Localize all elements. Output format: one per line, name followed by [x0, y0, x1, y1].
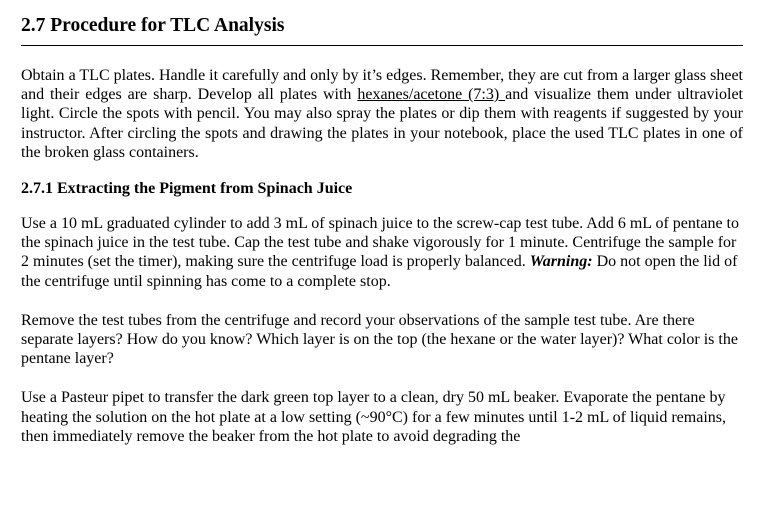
solvent-ratio-underlined: hexanes/acetone (7:3): [357, 86, 506, 104]
warning-label: Warning:: [529, 253, 593, 271]
paragraph-evaporation: Use a Pasteur pipet to transfer the dark green top layer to a clean, dry 50 mL beaker. Evaporate the pentane by heating the solution on the hot plate at a low setting (~90°C) for a few minutes until 1-2 mL of liquid remains, then immediately remove the beaker from the hot plate to avoid degrading the: [21, 389, 726, 445]
subsection-heading: 2.7.1 Extracting the Pigment from Spinach Juice: [21, 180, 353, 198]
section-heading: 2.7 Procedure for TLC Analysis: [21, 15, 285, 36]
paragraph-text: and visualize them under ultraviolet light. Circle the spots with pencil. You may also spray the plates or dip them with reagents if suggested by your instructor. After circling the spots and drawing the plates in your notebook, place the used TLC plates in one of the broken glass containers.: [21, 86, 743, 161]
paragraph-text: Do not open the lid of the centrifuge until spinning has come to a complete stop.: [21, 253, 738, 290]
paragraph-text: Obtain a TLC plates. Handle it carefully and only by it’s edges. Remember, they are cut from a larger glass sheet and their edges are sharp. Develop all plates with: [21, 67, 743, 104]
paragraph-observations: Remove the test tubes from the centrifuge and record your observations of the sample test tube. Are there separate layers? How do you know? Which layer is on the top (the hexane or the water layer)? What color is the pentane layer?: [21, 311, 738, 368]
paragraph-extraction: [21, 214, 743, 291]
paragraph-text: Use a 10 mL graduated cylinder to add 3 mL of spinach juice to the screw-cap test tube. Add 6 mL of pentane to the spinach juice in the test tube. Cap the test tube and shake vigorously for 1 minute. Centrifuge the sample for 2 minutes (set the timer), making sure the centrifuge load is properly balanced.: [21, 215, 739, 271]
section-divider: [21, 45, 743, 46]
document-page: [21, 0, 743, 446]
paragraph-tlc-procedure: [21, 66, 743, 162]
